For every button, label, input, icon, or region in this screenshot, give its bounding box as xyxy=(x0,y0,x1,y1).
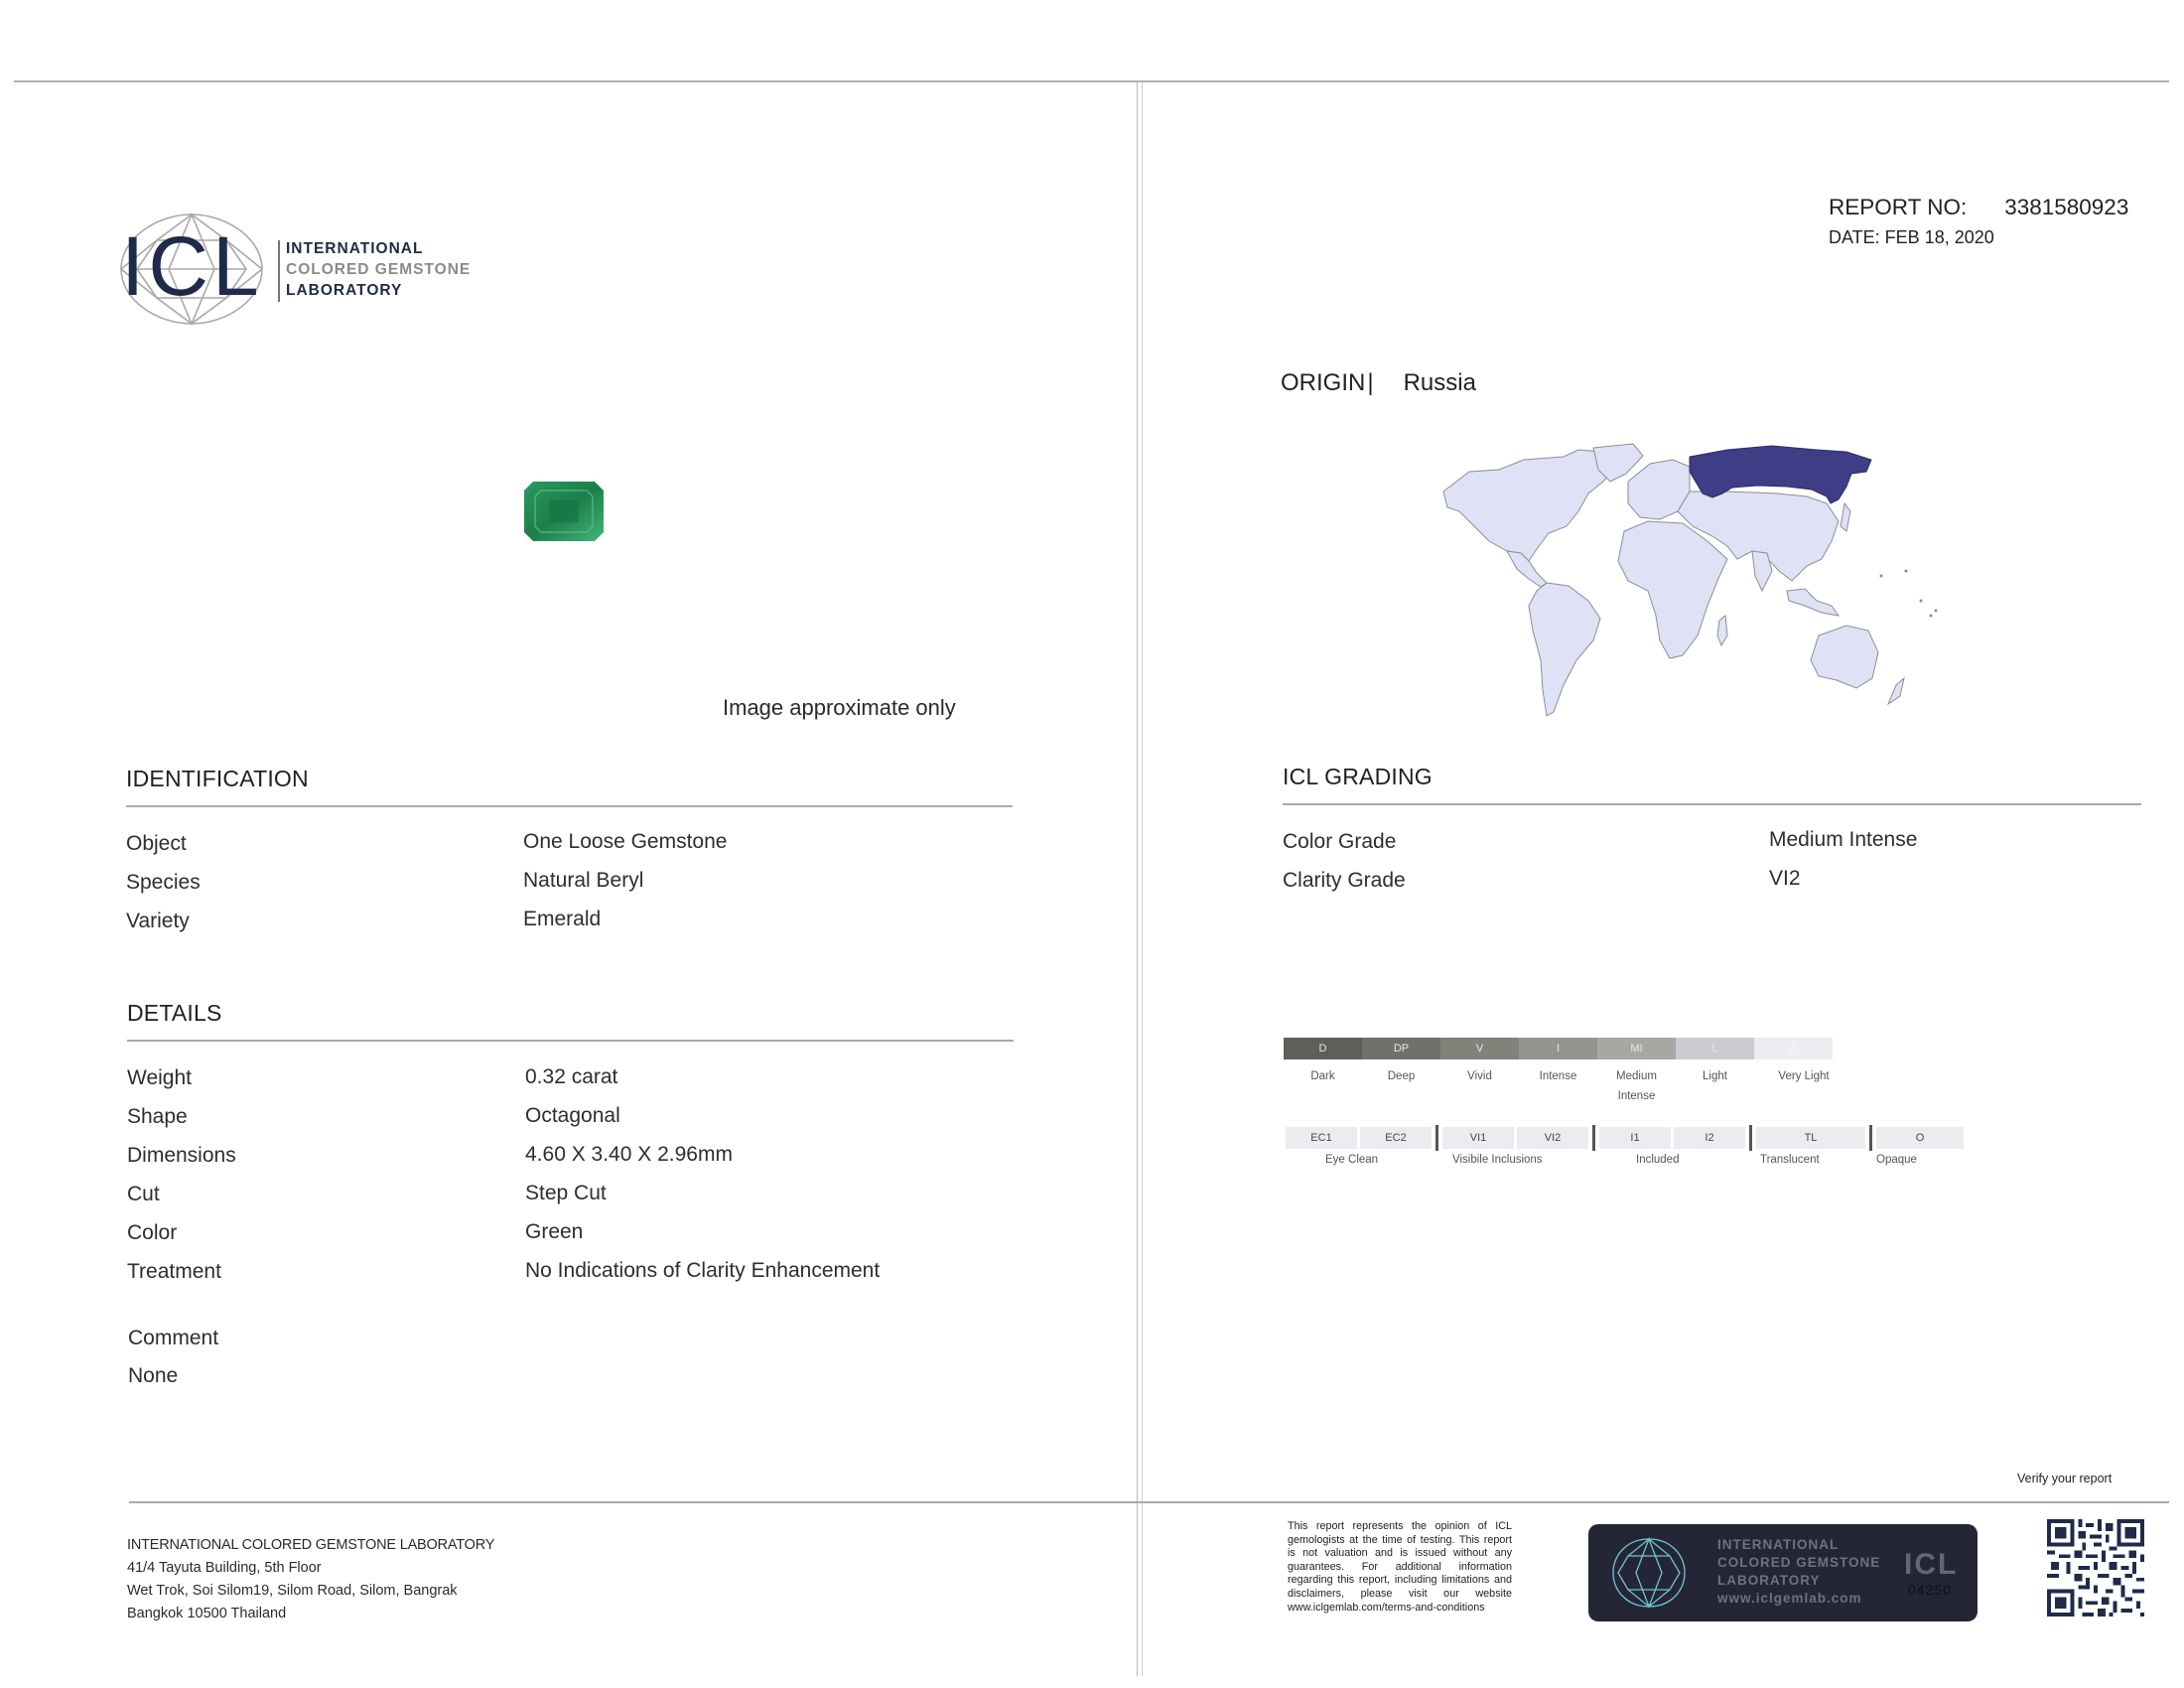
color-grade-labels xyxy=(1284,1066,1853,1106)
color-grade-scale xyxy=(1284,1038,1833,1059)
row-value: Octagonal xyxy=(525,1104,620,1127)
row-value: VI2 xyxy=(1769,867,1801,890)
row-label: Dimensions xyxy=(127,1144,236,1167)
clarity-separator xyxy=(1435,1125,1438,1151)
seal-brand: ICL xyxy=(1904,1548,1959,1581)
seal-gem-icon xyxy=(1610,1536,1688,1610)
clarity-separator xyxy=(1592,1125,1595,1151)
color-segment-vl: VL xyxy=(1754,1038,1833,1059)
row-label: Weight xyxy=(127,1066,192,1089)
row-label: Color Grade xyxy=(1283,830,1397,853)
clarity-group-label: Opaque xyxy=(1876,1154,1917,1166)
clarity-group-label: Translucent xyxy=(1760,1154,1820,1166)
origin-value: Russia xyxy=(1403,369,1476,396)
clarity-segment-o: O xyxy=(1876,1127,1964,1149)
grading-title: ICL GRADING xyxy=(1283,764,1433,789)
details-title: DETAILS xyxy=(127,1000,222,1026)
identification-rule xyxy=(126,805,1013,807)
verify-label: Verify your report xyxy=(2017,1472,2113,1485)
color-segment-dp: DP xyxy=(1362,1038,1440,1059)
origin-separator: | xyxy=(1367,369,1374,396)
report-date: DATE: FEB 18, 2020 xyxy=(1829,227,1994,247)
row-value: No Indications of Clarity Enhancement xyxy=(525,1259,881,1282)
clarity-segment-i1: I1 xyxy=(1599,1127,1671,1149)
hologram-seal xyxy=(1588,1524,1978,1621)
row-label: Object xyxy=(126,832,187,855)
clarity-segment-vi1: VI1 xyxy=(1442,1127,1514,1149)
color-label: Intense xyxy=(1539,1070,1577,1082)
color-segment-i: I xyxy=(1519,1038,1597,1059)
footer-address-line: Bangkok 10500 Thailand xyxy=(127,1606,287,1621)
clarity-grade-scale xyxy=(1286,1127,1967,1151)
clarity-group-label: Eye Clean xyxy=(1325,1154,1379,1166)
logo-letters: ICL xyxy=(121,219,263,313)
world-map-icon xyxy=(1430,442,1976,730)
report-number xyxy=(1829,195,2128,220)
row-value: 0.32 carat xyxy=(525,1065,618,1088)
row-value: Emerald xyxy=(523,908,602,930)
row-value: Step Cut xyxy=(525,1182,607,1204)
color-label: Vivid xyxy=(1467,1070,1492,1082)
clarity-separator xyxy=(1869,1125,1872,1151)
row-label: Cut xyxy=(127,1183,160,1205)
seal-line-1: INTERNATIONAL xyxy=(1717,1537,1840,1552)
row-value: Natural Beryl xyxy=(523,869,644,892)
seal-website: www.iclgemlab.com xyxy=(1717,1591,1862,1606)
details-rule xyxy=(127,1040,1014,1042)
color-segment-v: V xyxy=(1440,1038,1519,1059)
footer-address xyxy=(127,1534,494,1625)
origin xyxy=(1281,369,1476,397)
clarity-separator xyxy=(1749,1125,1752,1151)
top-rule xyxy=(14,80,2169,82)
seal-serial: 04250 xyxy=(1908,1582,1952,1598)
color-segment-l: L xyxy=(1676,1038,1754,1059)
grading-rule xyxy=(1283,803,2141,805)
comment-label: Comment xyxy=(128,1327,219,1349)
color-label xyxy=(1597,1066,1676,1106)
seal-line-3: LABORATORY xyxy=(1717,1573,1821,1588)
emerald-gem-icon xyxy=(523,481,605,542)
row-value: Medium Intense xyxy=(1769,828,1918,851)
row-label: Clarity Grade xyxy=(1283,869,1406,892)
logo-line-2: COLORED GEMSTONE xyxy=(286,261,472,278)
color-label: Very Light xyxy=(1778,1070,1830,1082)
footer-address-line: 41/4 Tayuta Building, 5th Floor xyxy=(127,1560,322,1576)
color-label: Deep xyxy=(1387,1070,1416,1082)
image-caption: Image approximate only xyxy=(723,695,956,720)
clarity-segment-vi2: VI2 xyxy=(1517,1127,1588,1149)
logo-line-3: LABORATORY xyxy=(286,282,403,299)
clarity-segment-ec2: EC2 xyxy=(1360,1127,1432,1149)
footer-rule xyxy=(129,1501,2169,1503)
clarity-group-label: Included xyxy=(1636,1154,1680,1166)
report-number-value: 3381580923 xyxy=(2004,195,2129,219)
center-divider-2 xyxy=(1142,82,1143,1676)
footer-address-line: Wet Trok, Soi Silom19, Silom Road, Silom, Bangrak xyxy=(127,1583,458,1599)
logo-wordmark xyxy=(286,238,471,301)
color-label: Light xyxy=(1703,1070,1727,1082)
color-label-line2: Intense xyxy=(1617,1090,1656,1102)
color-segment-d: D xyxy=(1284,1038,1362,1059)
clarity-segment-i2: I2 xyxy=(1674,1127,1745,1149)
seal-line-2: COLORED GEMSTONE xyxy=(1717,1555,1881,1570)
color-label: Dark xyxy=(1310,1070,1335,1082)
logo-separator xyxy=(278,240,280,302)
row-value: One Loose Gemstone xyxy=(523,830,728,853)
disclaimer: This report represents the opinion of ICL gemologists at the time of testing. This report is not valuation and is issued without any guarantees. For additional information regarding this report, including limitations and disclaimers, please visit our website www.iclgemlab.com/terms-and-conditions xyxy=(1288,1520,1512,1614)
comment-value: None xyxy=(128,1364,179,1387)
row-label: Shape xyxy=(127,1105,188,1128)
clarity-segment-ec1: EC1 xyxy=(1286,1127,1357,1149)
identification-title: IDENTIFICATION xyxy=(126,766,309,791)
clarity-group-label: Visibile Inclusions xyxy=(1452,1154,1543,1166)
center-divider xyxy=(1137,82,1138,1676)
color-label-line1: Medium xyxy=(1616,1070,1657,1082)
logo-line-1: INTERNATIONAL xyxy=(286,240,424,257)
color-segment-mi: MI xyxy=(1597,1038,1676,1059)
seal-text xyxy=(1717,1536,1880,1608)
row-value: 4.60 X 3.40 X 2.96mm xyxy=(525,1143,733,1166)
qr-code-icon[interactable] xyxy=(2047,1519,2144,1617)
row-label: Variety xyxy=(126,910,190,932)
row-label: Color xyxy=(127,1221,178,1244)
row-value: Green xyxy=(525,1220,584,1243)
row-label: Species xyxy=(126,871,201,894)
origin-label: ORIGIN xyxy=(1281,369,1366,396)
row-label: Treatment xyxy=(127,1260,221,1283)
report-number-label: REPORT NO: xyxy=(1829,195,1968,219)
footer-lab-name: INTERNATIONAL COLORED GEMSTONE LABORATORY xyxy=(127,1537,495,1553)
clarity-segment-tl: TL xyxy=(1756,1127,1865,1149)
